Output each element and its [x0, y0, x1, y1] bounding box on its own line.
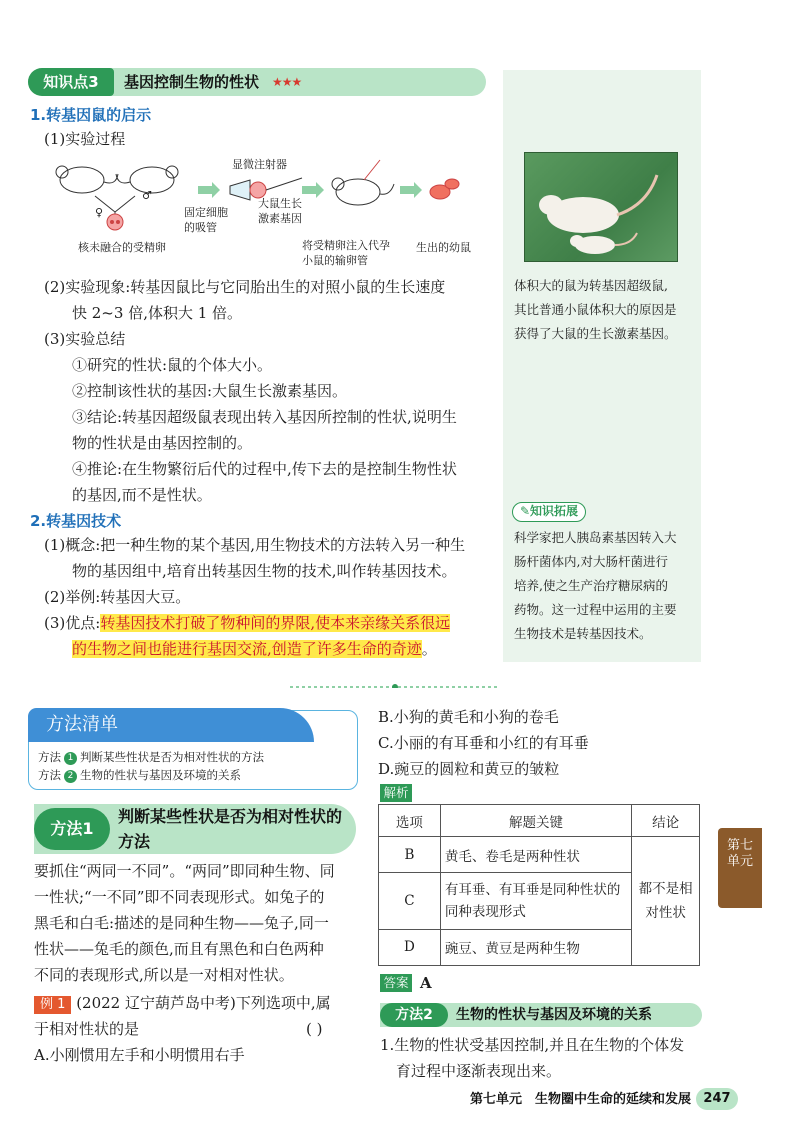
- photo-caption-line2: 其比普通小鼠体积大的原因是: [514, 302, 677, 317]
- table-cell: 有耳垂、有耳垂是同种性状的同种表现形式: [440, 873, 631, 929]
- advantage-highlight2: 的生物之间也能进行基因交流,创造了许多生命的奇迹: [72, 640, 422, 658]
- difficulty-stars: ★★★: [272, 75, 302, 89]
- method1-para2: 一性状;“一不同”即不同表现形式。如兔子的: [34, 888, 325, 906]
- unit-side-tab: 第七单元: [718, 828, 762, 908]
- extension-icon: ✎: [519, 504, 531, 518]
- table-cell: B: [379, 837, 441, 873]
- knowledge-extension-tag: ✎知识拓展: [512, 502, 586, 522]
- table-header: 选项: [379, 805, 441, 837]
- summary-item2: ②控制该性状的基因:大鼠生长激素基因。: [72, 382, 348, 400]
- male-symbol: ♂: [142, 189, 152, 202]
- analysis-tag: 解析: [380, 784, 412, 802]
- extension-line1: 科学家把人胰岛素基因转入大: [514, 530, 677, 545]
- method1-para1: 要抓住“两同一不同”。“两同”即同种生物、同: [34, 862, 335, 880]
- surrogate-mouse-icon: [332, 160, 394, 205]
- conclusion-cell: 都不是相对性状: [632, 837, 700, 966]
- extension-line5: 生物技术是转基因技术。: [514, 626, 652, 641]
- section-divider: [290, 684, 500, 688]
- phenomenon-line2: 快 2~3 倍,体积大 1 倍。: [72, 304, 243, 322]
- method1-para4: 性状——兔毛的颜色,而且有黑色和白色两种: [34, 940, 324, 958]
- advantage-end: 。: [421, 640, 437, 658]
- example-line2: 于相对性状的是: [34, 1020, 140, 1038]
- knowledge-point-tag: 知识点3: [28, 68, 114, 96]
- method1-para5: 不同的表现形式,所以是一对相对性状。: [34, 966, 294, 984]
- method2-title: 生物的性状与基因及环境的关系: [456, 1007, 652, 1023]
- pipette-label: 固定细胞 的吸管: [184, 206, 228, 234]
- summary-title: (3)实验总结: [44, 330, 126, 348]
- summary-item1: ①研究的性状:鼠的个体大小。: [72, 356, 273, 374]
- summary-item3-line2: 物的性状是由基因控制的。: [72, 434, 253, 452]
- photo-caption-line3: 获得了大鼠的生长激素基因。: [514, 326, 677, 341]
- extension-line3: 培养,使之生产治疗糖尿病的: [514, 578, 668, 593]
- example-tag: 例 1: [34, 996, 71, 1014]
- answer-value: A: [420, 974, 432, 992]
- arrow-icon: [198, 182, 220, 198]
- example-source: (2022 辽宁葫芦岛中考)下列选项中,属: [76, 994, 331, 1012]
- advantage-prefix: (3)优点:: [44, 614, 101, 632]
- advantage-line2: [72, 636, 437, 662]
- photo-caption-line1: 体积大的鼠为转基因超级鼠,: [514, 278, 668, 293]
- example-line1: [34, 990, 331, 1016]
- method-list-item2: 方法 2 生物的性状与基因及环境的关系: [38, 768, 241, 782]
- table-header-row: [379, 805, 700, 837]
- summary-item3-line1: ③结论:转基因超级鼠表现出转入基因所控制的性状,说明生: [72, 408, 457, 426]
- fertilized-egg-icon: [107, 214, 123, 230]
- injector-needle-icon: [266, 178, 302, 190]
- concept-line2: 物的基因组中,培育出转基因生物的技术,叫作转基因技术。: [72, 562, 457, 580]
- table-cell: 豌豆、黄豆是两种生物: [440, 929, 631, 965]
- pipette-icon: [230, 180, 250, 200]
- section1-title: 1.转基因鼠的启示: [30, 106, 152, 124]
- table-cell: D: [379, 929, 441, 965]
- method2-para2: 育过程中逐渐表现出来。: [396, 1062, 562, 1080]
- gene-label: 大鼠生长 激素基因: [258, 197, 302, 225]
- table-cell: 黄毛、卷毛是两种性状: [440, 837, 631, 873]
- fertilized-egg-label: 核未融合的受精卵: [78, 241, 166, 254]
- arrow-icon: [400, 182, 422, 198]
- injector-label: 显微注射器: [232, 158, 287, 171]
- extension-line4: 药物。这一过程中运用的主要: [514, 602, 677, 617]
- method1-para3: 黑毛和白毛:描述的是同种生物——兔子,同一: [34, 914, 329, 932]
- summary-item4-line1: ④推论:在生物繁衍后代的过程中,传下去的是控制生物性状: [72, 460, 457, 478]
- transgenic-mouse-photo: [524, 152, 678, 262]
- table-header: 结论: [632, 805, 700, 837]
- option-d: D.豌豆的圆粒和黄豆的皱粒: [378, 760, 560, 778]
- method1-tag: 方法1: [34, 808, 110, 850]
- female-mouse-icon: [56, 166, 118, 193]
- experiment-process-label: (1)实验过程: [44, 130, 126, 148]
- table-row: [379, 837, 700, 873]
- page-number: 247: [696, 1088, 738, 1110]
- section2-title: 2.转基因技术: [30, 512, 122, 530]
- example-line: (2)举例:转基因大豆。: [44, 588, 191, 606]
- answer-tag: 答案: [380, 974, 412, 992]
- mouse-photo-icon: [525, 153, 679, 263]
- female-symbol: ♀: [95, 206, 104, 219]
- method2-tag: 方法2: [380, 1003, 448, 1027]
- answer-blank: ( ): [306, 1020, 323, 1038]
- summary-item4-line2: 的基因,而不是性状。: [72, 486, 212, 504]
- method-list-title: 方法清单: [46, 714, 118, 735]
- analysis-table: [378, 804, 700, 966]
- advantage-highlight1: 转基因技术打破了物种间的界限,使本来亲缘关系很远: [100, 614, 451, 632]
- table-header: 解题关键: [440, 805, 631, 837]
- option-c: C.小丽的有耳垂和小红的有耳垂: [378, 734, 589, 752]
- method1-title: 判断某些性状是否为相对性状的方法: [118, 807, 343, 851]
- phenomenon-line1: (2)实验现象:转基因鼠比与它同胎出生的对照小鼠的生长速度: [44, 278, 446, 296]
- concept-line1: (1)概念:把一种生物的某个基因,用生物技术的方法转入另一种生: [44, 536, 466, 554]
- option-b: B.小狗的黄毛和小狗的卷毛: [378, 708, 559, 726]
- extension-line2: 肠杆菌体内,对大肠杆菌进行: [514, 554, 668, 569]
- baby-mouse-icon: [430, 179, 459, 199]
- knowledge-point-title: 基因控制生物的性状: [124, 73, 260, 91]
- option-a: A.小刚惯用左手和小明惯用右手: [34, 1046, 245, 1064]
- baby-mouse-label: 生出的幼鼠: [416, 241, 471, 254]
- inject-label: 将受精卵注入代孕 小鼠的输卵管: [302, 239, 390, 267]
- method2-para1: 1.生物的性状受基因控制,并且在生物的个体发: [380, 1036, 685, 1054]
- advantage-line1: [44, 610, 504, 636]
- method-list-item1: 方法 1 判断某些性状是否为相对性状的方法: [38, 750, 264, 764]
- page-footer: 第七单元 生物圈中生命的延续和发展: [470, 1092, 692, 1107]
- table-cell: C: [379, 873, 441, 929]
